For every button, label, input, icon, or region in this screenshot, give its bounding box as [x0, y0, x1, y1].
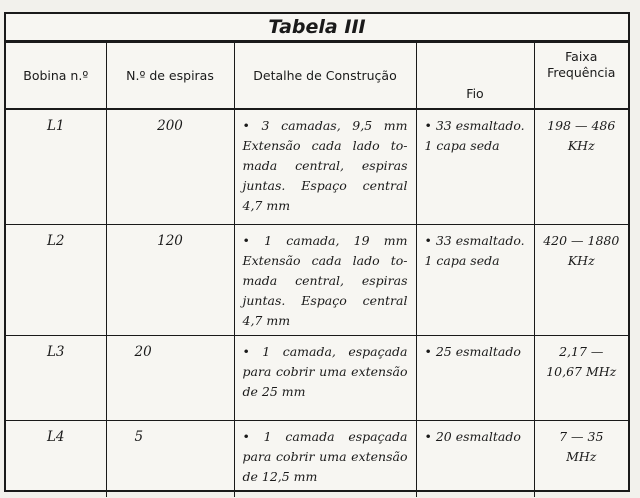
- header-bobina: Bobina n.º: [6, 43, 106, 110]
- cell-faixa: 7 — 35 MHz: [534, 421, 628, 498]
- cell-detalhe: • 1 camada, espaçada para cobrir uma extensão de 25 mm: [234, 336, 416, 421]
- table-row: [6, 336, 628, 421]
- cell-espiras: 200: [106, 109, 234, 225]
- cell-faixa: 2,17 — 10,67 MHz: [534, 336, 628, 421]
- table-row: [6, 109, 628, 225]
- cell-bobina: L2: [6, 225, 106, 336]
- coil-table: [6, 42, 628, 497]
- cell-fio: • 20 esmaltado: [416, 421, 534, 498]
- header-espiras: N.º de espiras: [106, 43, 234, 110]
- cell-detalhe: • 1 camada espaçada para cobrir uma extensão de 12,5 mm: [234, 421, 416, 498]
- header-detalhe: Detalhe de Construção: [234, 43, 416, 110]
- table-frame: [4, 12, 630, 492]
- cell-fio: • 33 esmaltado. 1 capa seda: [416, 225, 534, 336]
- table-row: [6, 225, 628, 336]
- table-row: [6, 421, 628, 498]
- cell-detalhe: • 1 camada, 19 mm Extensão cada lado to-mada central, espiras juntas. Espaço central 4,7 mm: [234, 225, 416, 336]
- cell-espiras: 20: [106, 336, 234, 421]
- cell-fio: • 33 esmaltado. 1 capa seda: [416, 109, 534, 225]
- cell-bobina: L3: [6, 336, 106, 421]
- table-title: Tabela III: [6, 14, 628, 42]
- cell-detalhe: • 3 camadas, 9,5 mm Extensão cada lado to-mada central, espiras juntas. Espaço central 4,7 mm: [234, 109, 416, 225]
- cell-fio: • 25 esmaltado: [416, 336, 534, 421]
- cell-bobina: L4: [6, 421, 106, 498]
- cell-faixa: 198 — 486 KHz: [534, 109, 628, 225]
- cell-espiras: 5: [106, 421, 234, 498]
- header-fio: Fio: [416, 43, 534, 110]
- cell-faixa: 420 — 1880 KHz: [534, 225, 628, 336]
- header-row: [6, 43, 628, 110]
- cell-bobina: L1: [6, 109, 106, 225]
- header-faixa: [534, 43, 628, 110]
- cell-espiras: 120: [106, 225, 234, 336]
- header-faixa-line2: Frequência: [547, 65, 616, 80]
- header-faixa-line1: Faixa: [565, 49, 598, 64]
